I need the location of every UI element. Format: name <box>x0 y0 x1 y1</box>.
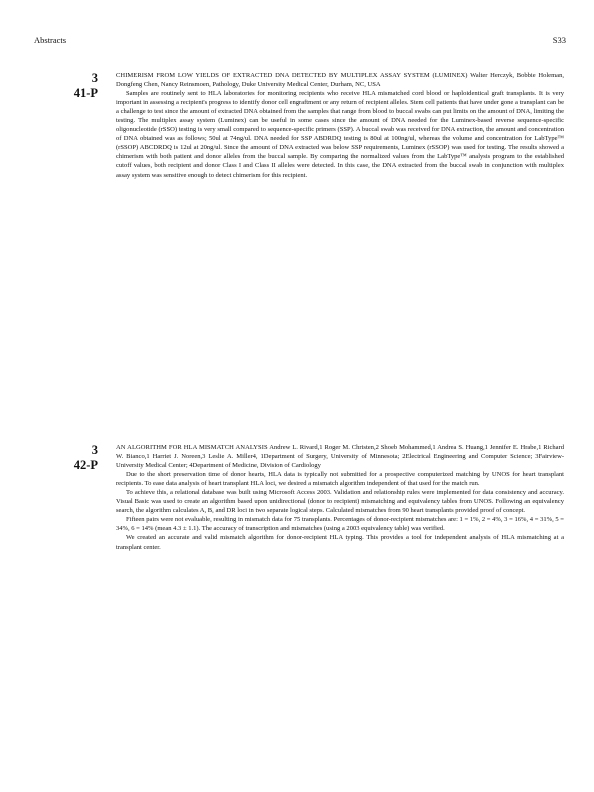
abstract-id <box>28 443 98 473</box>
running-header-section: Abstracts <box>34 35 67 45</box>
abstract-paragraph: We created an accurate and valid mismatch algorithm for donor-recipient HLA typing. This provides a tool for independent analysis of HLA mismatching at a transplant center. <box>116 534 564 551</box>
abstract-number: 41-P <box>73 86 98 100</box>
page-number: S33 <box>552 35 566 45</box>
abstract-paragraph: Samples are routinely sent to HLA laboratories for monitoring recipients who receive HLA mismatched cord blood or haploidentical graft transplants. It is very important in assessing a recipient's progress to identify donor cell engraftment or any return of recipient alleles. Stem cell patients that have under gone a transplant can be a challenge to test since the amount of extracted DNA obtained from the samples that range from blood to buccal swabs can put limits on the amount of DNA, limiting the testing. The multiplex assay system (Luminex) can be useful in some cases since the amount of DNA needed for the Luminex-based reverse sequence-specific oligonucleotide (rSSO) testing is very small compared to sequence-specific primers (SSP). A buccal swab was received for DNA extraction, the amount and concentration of DNA obtained was as follows; 50ul at 74ng/ul. DNA needed for SSP ABDRDQ testing is 80ul at 100ng/ul, whereas the volume and concentration for LabType™ (rSSOP) ABCDRDQ is 12ul at 20ng/ul. Since the amount of DNA extracted was below SSP requirements, Luminex (rSSOP) was used for testing. The results showed a chimerism with both patient and donor alleles from the buccal sample. By comparing the normalized values from the LabType™ analysis program to the established cutoff values, both recipient and donor Class I and Class II alleles were detected. In this case, the DNA extracted from the buccal swab in conjunction with multiplex assay system was sensitive enough to detect chimerism for this recipient. <box>116 90 564 179</box>
abstract-authors: Walter Herczyk, Bobbie Holeman, Dongfeng Chen, Nancy Reinsmoen, Pathology, Duke University Medical Center, Durham, NC, USA <box>116 72 564 89</box>
abstract-title: AN ALGORITHM FOR HLA MISMATCH ANALYSIS <box>116 444 268 451</box>
session-number: 3 <box>91 71 98 85</box>
session-number: 3 <box>91 443 98 457</box>
abstract-paragraph: To achieve this, a relational database was built using Microsoft Access 2003. Validation and relationship rules were implemented for data consistency and accuracy. Visual Basic was used to create an algorithm based upon unidirectional (donor to recipient) mismatching and equivalency tables from UNOS. Following an equivalency search, the algorithm calculates A, B, and DR loci in two separate logical steps. Calculated mismatches from 90 heart transplants provided proof of concept. <box>116 489 564 515</box>
abstract-paragraph: Due to the short preservation time of donor hearts, HLA data is typically not submitted for a prospective computerized matching by UNOS for heart transplant recipients. To ease data analysis of heart transplant HLA loci, we desired a mismatch algorithm independent of that used for the match run. <box>116 471 564 488</box>
abstract-id <box>28 71 98 101</box>
abstract-paragraph: Fifteen pairs were not evaluable, resulting in mismatch data for 75 transplants. Percentages of donor-recipient mismatches are: 1 = 1%, 2 = 4%, 3 = 16%, 4 = 31%, 5 = 34%, 6 = 14% (mean 4.3 ± 1.1). The accuracy of transcription and mismatches (using a 2003 equivalency table) was verified. <box>116 516 564 533</box>
abstract-authors: Andrew L. Rivard,1 Roger M. Christen,2 Shoeb Mohammed,1 Andrea S. Huang,1 Jennifer E. Hrabe,1 Richard W. Bianco,1 Harriet J. Noreen,3 Leslie A. Miller4, 1Department of Surgery, University of Minnesota; 2Electrical Engineering and Computer Science; 3Fairview-University Medical Center; 4Department of Medicine, Division of Cardiology <box>116 444 565 470</box>
abstract-title: CHIMERISM FROM LOW YIELDS OF EXTRACTED DNA DETECTED BY MULTIPLEX ASSAY SYSTEM (LUMINEX) <box>116 72 468 79</box>
abstract-body <box>116 71 564 180</box>
abstract-number: 42-P <box>73 458 98 472</box>
abstract-body <box>116 443 564 552</box>
